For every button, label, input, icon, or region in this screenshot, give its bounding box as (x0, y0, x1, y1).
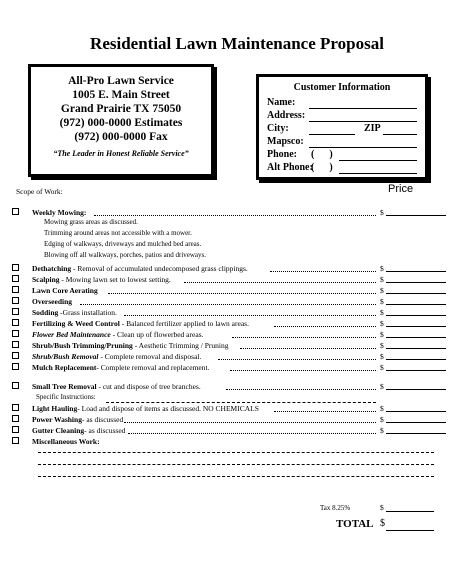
leader-dots (108, 293, 376, 294)
dollar-sign: $ (380, 518, 385, 529)
company-city: Grand Prairie TX 75050 (60, 103, 182, 115)
price-field-shrub-removal[interactable] (386, 359, 446, 360)
phone-area-code-paren: ( ) (311, 149, 333, 160)
dollar-sign: $ (380, 382, 384, 391)
checkbox-shrub-removal[interactable] (12, 352, 19, 359)
price-field-power-washing[interactable] (386, 422, 446, 423)
tax-field[interactable] (386, 511, 434, 512)
company-street: 1005 E. Main Street (72, 89, 170, 101)
weekly-mowing-detail: Blowing off all walkways, porches, patios and driveways. (44, 251, 207, 259)
service-row-sodding (12, 307, 432, 318)
service-label: Sodding -Grass installation. (32, 308, 117, 317)
service-row-flower-bed (12, 329, 432, 340)
company-info-box (28, 64, 214, 177)
service-row-mulch (12, 362, 432, 373)
service-label: Overseeding (32, 297, 72, 306)
checkbox-dethatching[interactable] (12, 264, 19, 271)
leader-dots (274, 411, 376, 412)
service-label: Scalping - Mowing lawn set to lowest setting. (32, 275, 171, 284)
checkbox-power-washing[interactable] (12, 415, 19, 422)
dollar-sign: $ (380, 297, 384, 306)
total-label: TOTAL (336, 518, 374, 530)
checkbox-miscellaneous[interactable] (12, 437, 19, 444)
customer-city-label: City: (267, 123, 289, 134)
service-row-gutter-cleaning (12, 425, 432, 436)
customer-info-title: Customer Information (293, 82, 391, 93)
dollar-sign: $ (380, 341, 384, 350)
service-row-dethatching (12, 263, 432, 274)
price-column-label: Price (388, 183, 414, 195)
checkbox-flower-bed[interactable] (12, 330, 19, 337)
service-label: Shrub/Bush Removal - Complete removal and disposal. (32, 352, 202, 361)
service-label: Mulch Replacement- Complete removal and replacement. (32, 363, 210, 372)
service-row-weekly-mowing (12, 207, 432, 218)
checkbox-shrub-trimming[interactable] (12, 341, 19, 348)
customer-mapsco-label: Mapsco: (267, 136, 304, 147)
price-field-small-tree[interactable] (386, 389, 446, 390)
service-label: Power Washing- as discussed (32, 415, 124, 424)
leader-dots (128, 433, 376, 434)
checkbox-sodding[interactable] (12, 308, 19, 315)
company-fax: (972) 000-0000 Fax (74, 131, 168, 143)
price-field-overseeding[interactable] (386, 304, 446, 305)
leader-dots (218, 359, 376, 360)
checkbox-light-hauling[interactable] (12, 404, 19, 411)
service-label: Lawn Core Aerating (32, 286, 98, 295)
customer-address-field[interactable] (309, 121, 417, 122)
price-field-gutter-cleaning[interactable] (386, 433, 446, 434)
checkbox-aerating[interactable] (12, 286, 19, 293)
price-field-dethatching[interactable] (386, 271, 446, 272)
dollar-sign: $ (380, 319, 384, 328)
misc-work-line[interactable] (38, 464, 434, 465)
price-field-light-hauling[interactable] (386, 411, 446, 412)
customer-phone-label: Phone: (267, 149, 297, 160)
price-field-sodding[interactable] (386, 315, 446, 316)
customer-city-field[interactable] (309, 134, 355, 135)
service-row-light-hauling (12, 403, 432, 414)
service-label: Weekly Mowing: (32, 208, 87, 217)
service-label: Miscellaneous Work: (32, 437, 100, 446)
dollar-sign: $ (380, 275, 384, 284)
customer-name-label: Name: (267, 97, 296, 108)
leader-dots (230, 370, 376, 371)
service-row-fertilizing (12, 318, 432, 329)
service-row-shrub-removal (12, 351, 432, 362)
service-row-power-washing (12, 414, 432, 425)
misc-work-line[interactable] (38, 452, 434, 453)
checkbox-fertilizing[interactable] (12, 319, 19, 326)
company-name: All-Pro Lawn Service (68, 75, 174, 87)
price-field-fertilizing[interactable] (386, 326, 446, 327)
weekly-mowing-detail: Trimming around areas not accessible with a mower. (44, 229, 192, 237)
dollar-sign: $ (380, 286, 384, 295)
scope-of-work-label: Scope of Work: (16, 187, 63, 196)
customer-phone-field[interactable] (339, 160, 417, 161)
customer-mapsco-field[interactable] (309, 147, 417, 148)
dollar-sign: $ (380, 404, 384, 413)
customer-info-box (256, 74, 428, 180)
service-label: Gutter Cleaning- as discussed (32, 426, 126, 435)
company-estimates-phone: (972) 000-0000 Estimates (59, 117, 183, 129)
price-field-aerating[interactable] (386, 293, 446, 294)
customer-alt-phone-label: Alt Phone: (267, 162, 313, 173)
service-label: Small Tree Removal - cut and dispose of tree branches. (32, 382, 201, 391)
price-field-weekly-mowing[interactable] (386, 215, 446, 216)
leader-dots (124, 315, 376, 316)
checkbox-weekly-mowing[interactable] (12, 208, 19, 215)
service-label: Flower Bed Maintenance - Clean up of flowerbed areas. (32, 330, 204, 339)
company-tagline: “The Leader in Honest Reliable Service” (53, 149, 189, 158)
dollar-sign: $ (380, 363, 384, 372)
weekly-mowing-detail: Mowing grass areas as discussed. (44, 218, 138, 226)
service-row-miscellaneous (12, 436, 432, 447)
tax-label: Tax 8.25% (320, 504, 351, 512)
leader-dots (274, 326, 376, 327)
checkbox-mulch[interactable] (12, 363, 19, 370)
customer-zip-field[interactable] (383, 134, 417, 135)
weekly-mowing-detail: Edging of walkways, driveways and mulched bed areas. (44, 240, 202, 248)
service-row-scalping (12, 274, 432, 285)
misc-work-line[interactable] (38, 476, 434, 477)
leader-dots (124, 422, 376, 423)
page-title: Residential Lawn Maintenance Proposal (90, 34, 384, 53)
customer-name-field[interactable] (309, 108, 417, 109)
alt-phone-area-code-paren: ( ) (311, 162, 333, 173)
service-row-small-tree (12, 381, 432, 392)
leader-dots (184, 282, 376, 283)
checkbox-overseeding[interactable] (12, 297, 19, 304)
total-field[interactable] (386, 530, 434, 531)
service-label: Dethatching - Removal of accumulated undecomposed grass clippings. (32, 264, 248, 273)
dollar-sign: $ (380, 415, 384, 424)
customer-alt-phone-field[interactable] (339, 173, 417, 174)
price-field-scalping[interactable] (386, 282, 446, 283)
leader-dots (240, 348, 376, 349)
dollar-sign: $ (380, 308, 384, 317)
dollar-sign: $ (380, 264, 384, 273)
price-field-shrub-trimming[interactable] (386, 348, 446, 349)
dollar-sign: $ (380, 426, 384, 435)
checkbox-small-tree[interactable] (12, 382, 19, 389)
dollar-sign: $ (380, 208, 384, 217)
customer-zip-label: ZIP (364, 123, 381, 134)
leader-dots (226, 389, 376, 390)
checkbox-scalping[interactable] (12, 275, 19, 282)
leader-dots (232, 337, 376, 338)
price-field-mulch[interactable] (386, 370, 446, 371)
leader-dots (80, 304, 376, 305)
service-label: Shrub/Bush Trimming/Pruning - Aesthetic Trimming / Pruning (32, 341, 229, 350)
service-label: Fertilizing & Weed Control - Balanced fertilizer applied to lawn areas. (32, 319, 249, 328)
customer-address-label: Address: (267, 110, 306, 121)
dollar-sign: $ (380, 503, 384, 512)
dollar-sign: $ (380, 330, 384, 339)
specific-instructions-label: Specific Instructions: (36, 393, 96, 401)
checkbox-gutter-cleaning[interactable] (12, 426, 19, 433)
dollar-sign: $ (380, 352, 384, 361)
leader-dots (94, 215, 376, 216)
service-row-overseeding (12, 296, 432, 307)
leader-dots (270, 271, 376, 272)
service-row-shrub-trimming (12, 340, 432, 351)
service-row-aerating (12, 285, 432, 296)
price-field-flower-bed[interactable] (386, 337, 446, 338)
service-label: Light Hauling- Load and dispose of items as discussed. NO CHEMICALS (32, 404, 259, 413)
